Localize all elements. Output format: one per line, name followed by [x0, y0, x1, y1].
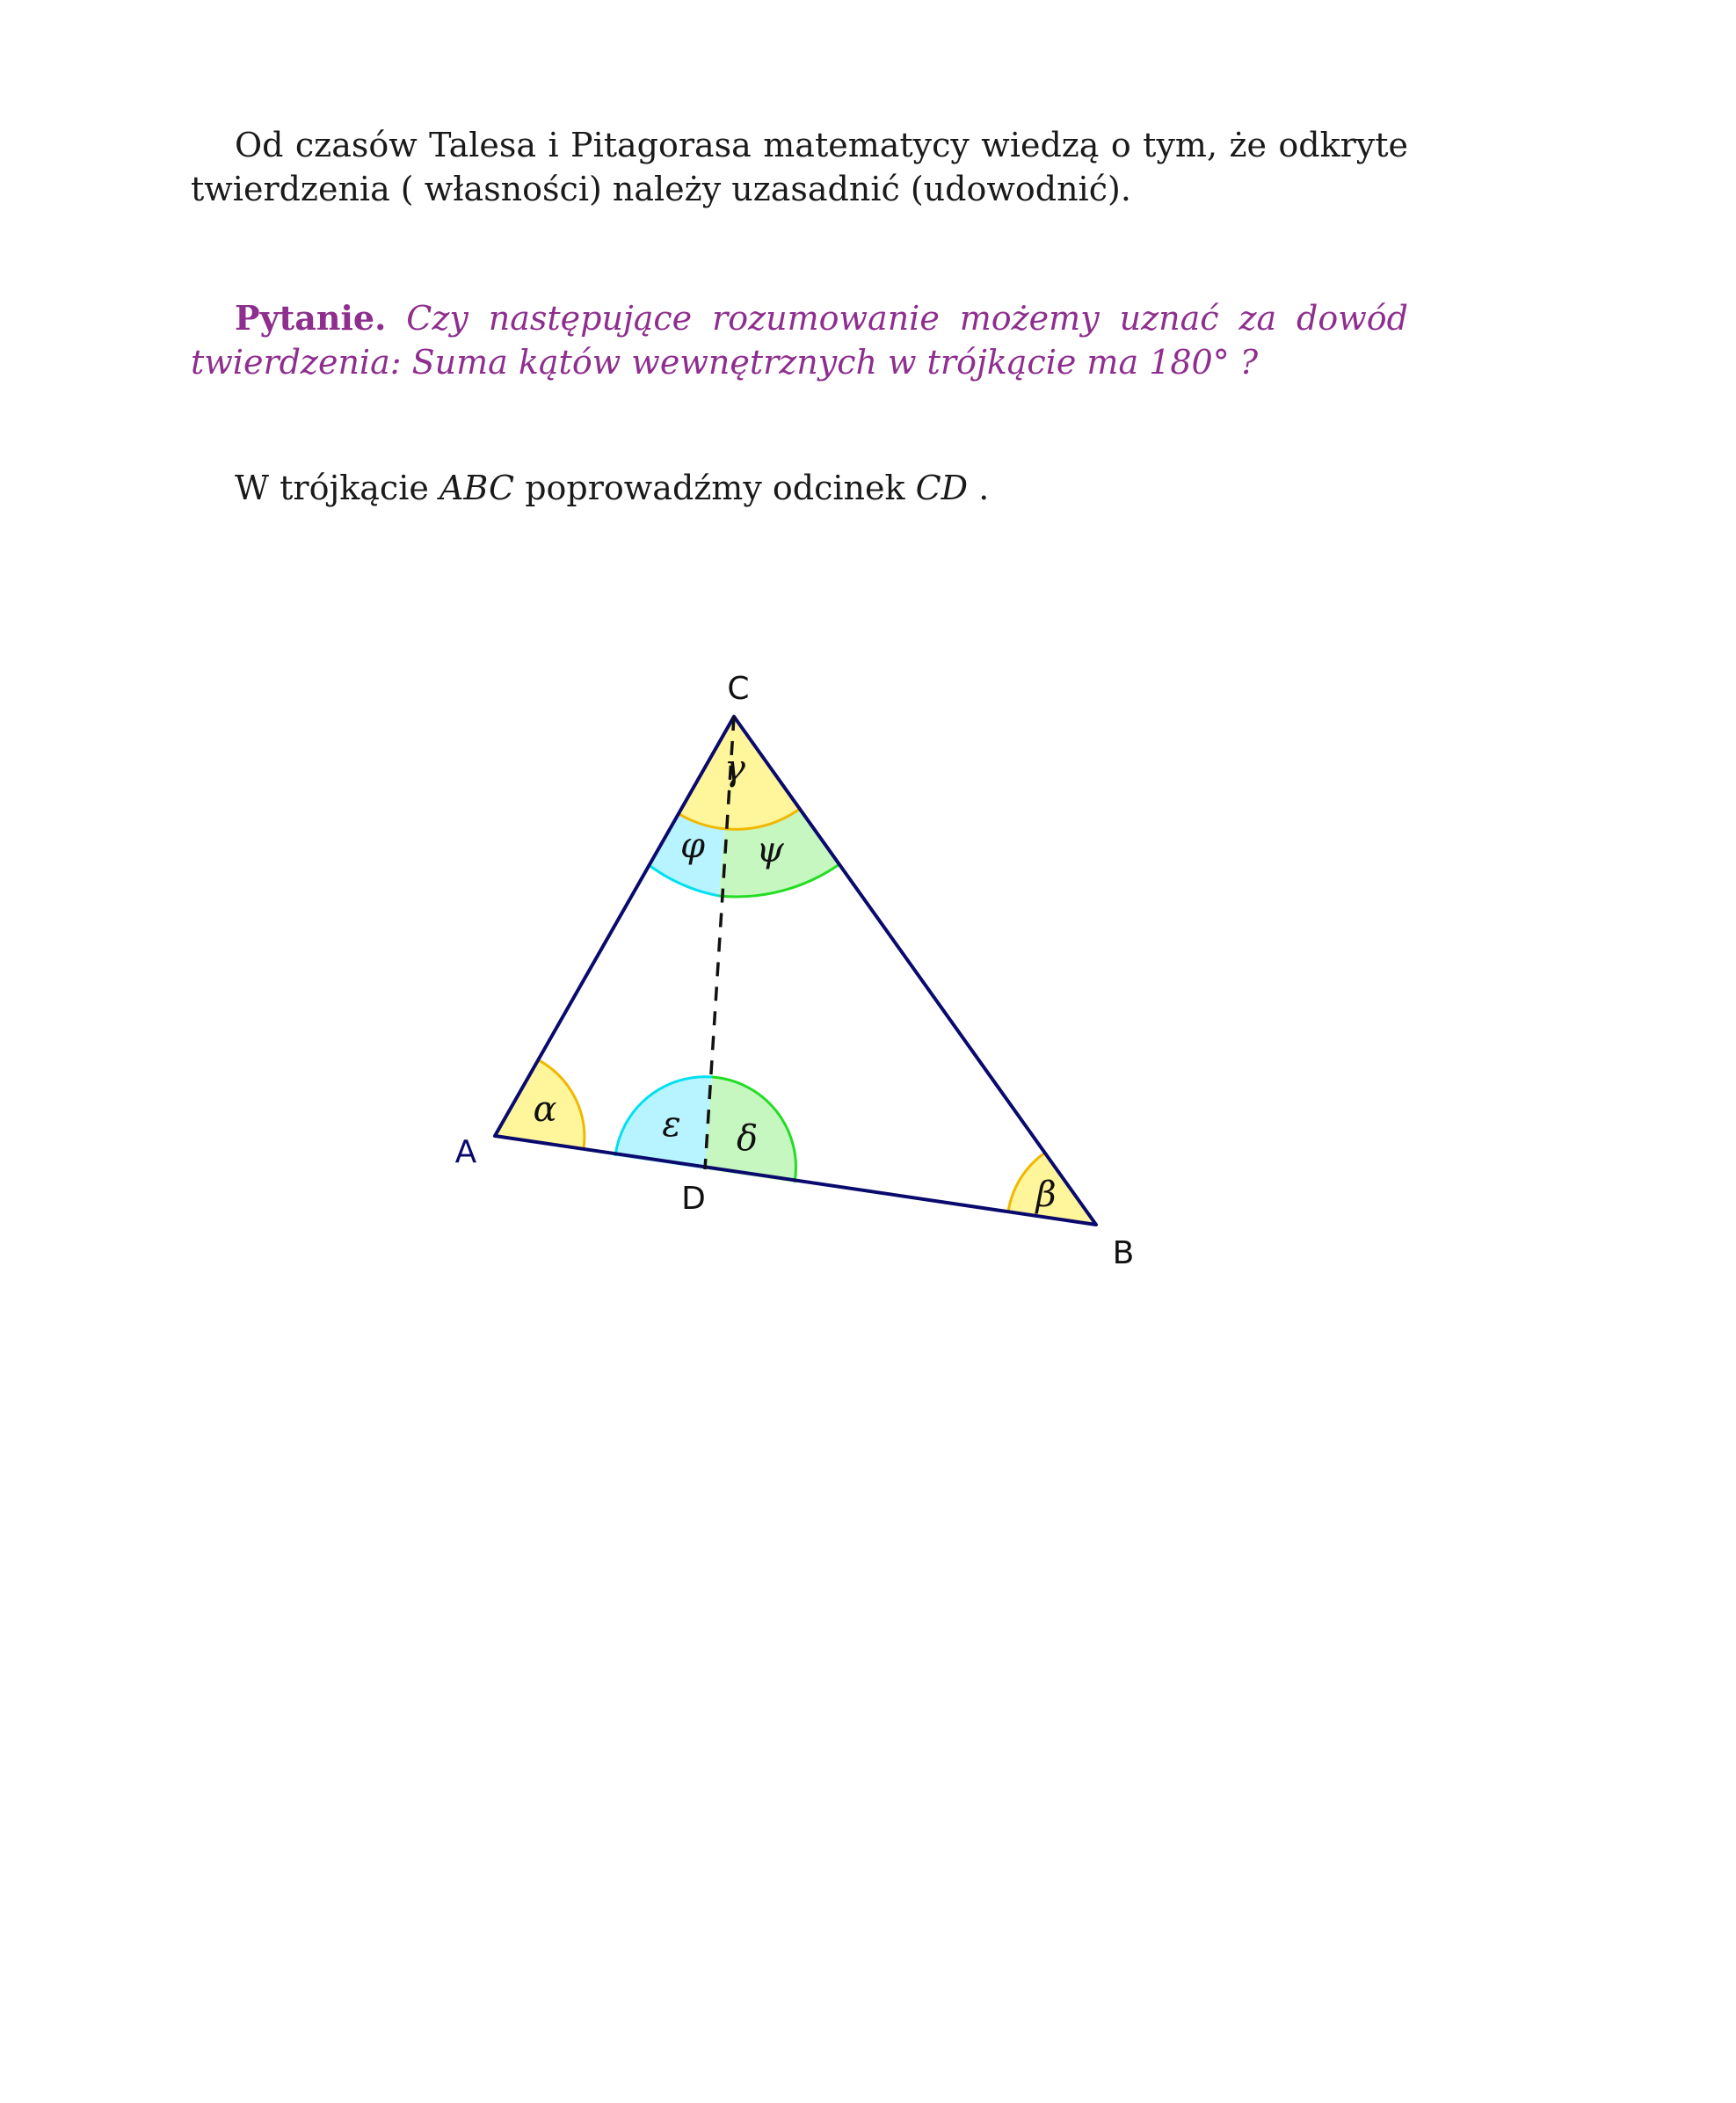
question-label: Pytanie. [235, 298, 387, 338]
segment-name: CD [915, 469, 969, 507]
construction-suffix: . [978, 469, 990, 507]
triangle-name: ABC [439, 469, 515, 507]
point-label-c: C [727, 671, 750, 707]
angle-label-psi: ψ [756, 830, 784, 870]
question-text: Czy następujące rozumowanie możemy uznać za dowód twierdzenia: Suma kątów wewnętrznych w trójkącie ma 180° ? [191, 299, 1408, 382]
triangle-abc [495, 717, 1096, 1225]
angle-label-alpha: α [533, 1089, 557, 1130]
point-label-a: A [454, 1134, 477, 1170]
angle-label-delta: δ [736, 1118, 759, 1159]
intro-text: Od czasów Talesa i Pitagorasa matematycy wiedzą o tym, że odkryte twierdzenia ( własności) należy uzasadnić (udowodnić). [191, 126, 1408, 208]
point-label-b: B [1112, 1235, 1135, 1271]
point-label-d: D [681, 1181, 706, 1217]
angle-label-epsilon: ε [662, 1104, 681, 1145]
angle-label-gamma: γ [724, 748, 745, 789]
angle-label-beta: β [1035, 1175, 1057, 1215]
construction-prefix: W trójkącie [235, 469, 429, 507]
construction-middle: poprowadźmy odcinek [525, 469, 905, 507]
angle-label-phi: φ [679, 826, 706, 866]
